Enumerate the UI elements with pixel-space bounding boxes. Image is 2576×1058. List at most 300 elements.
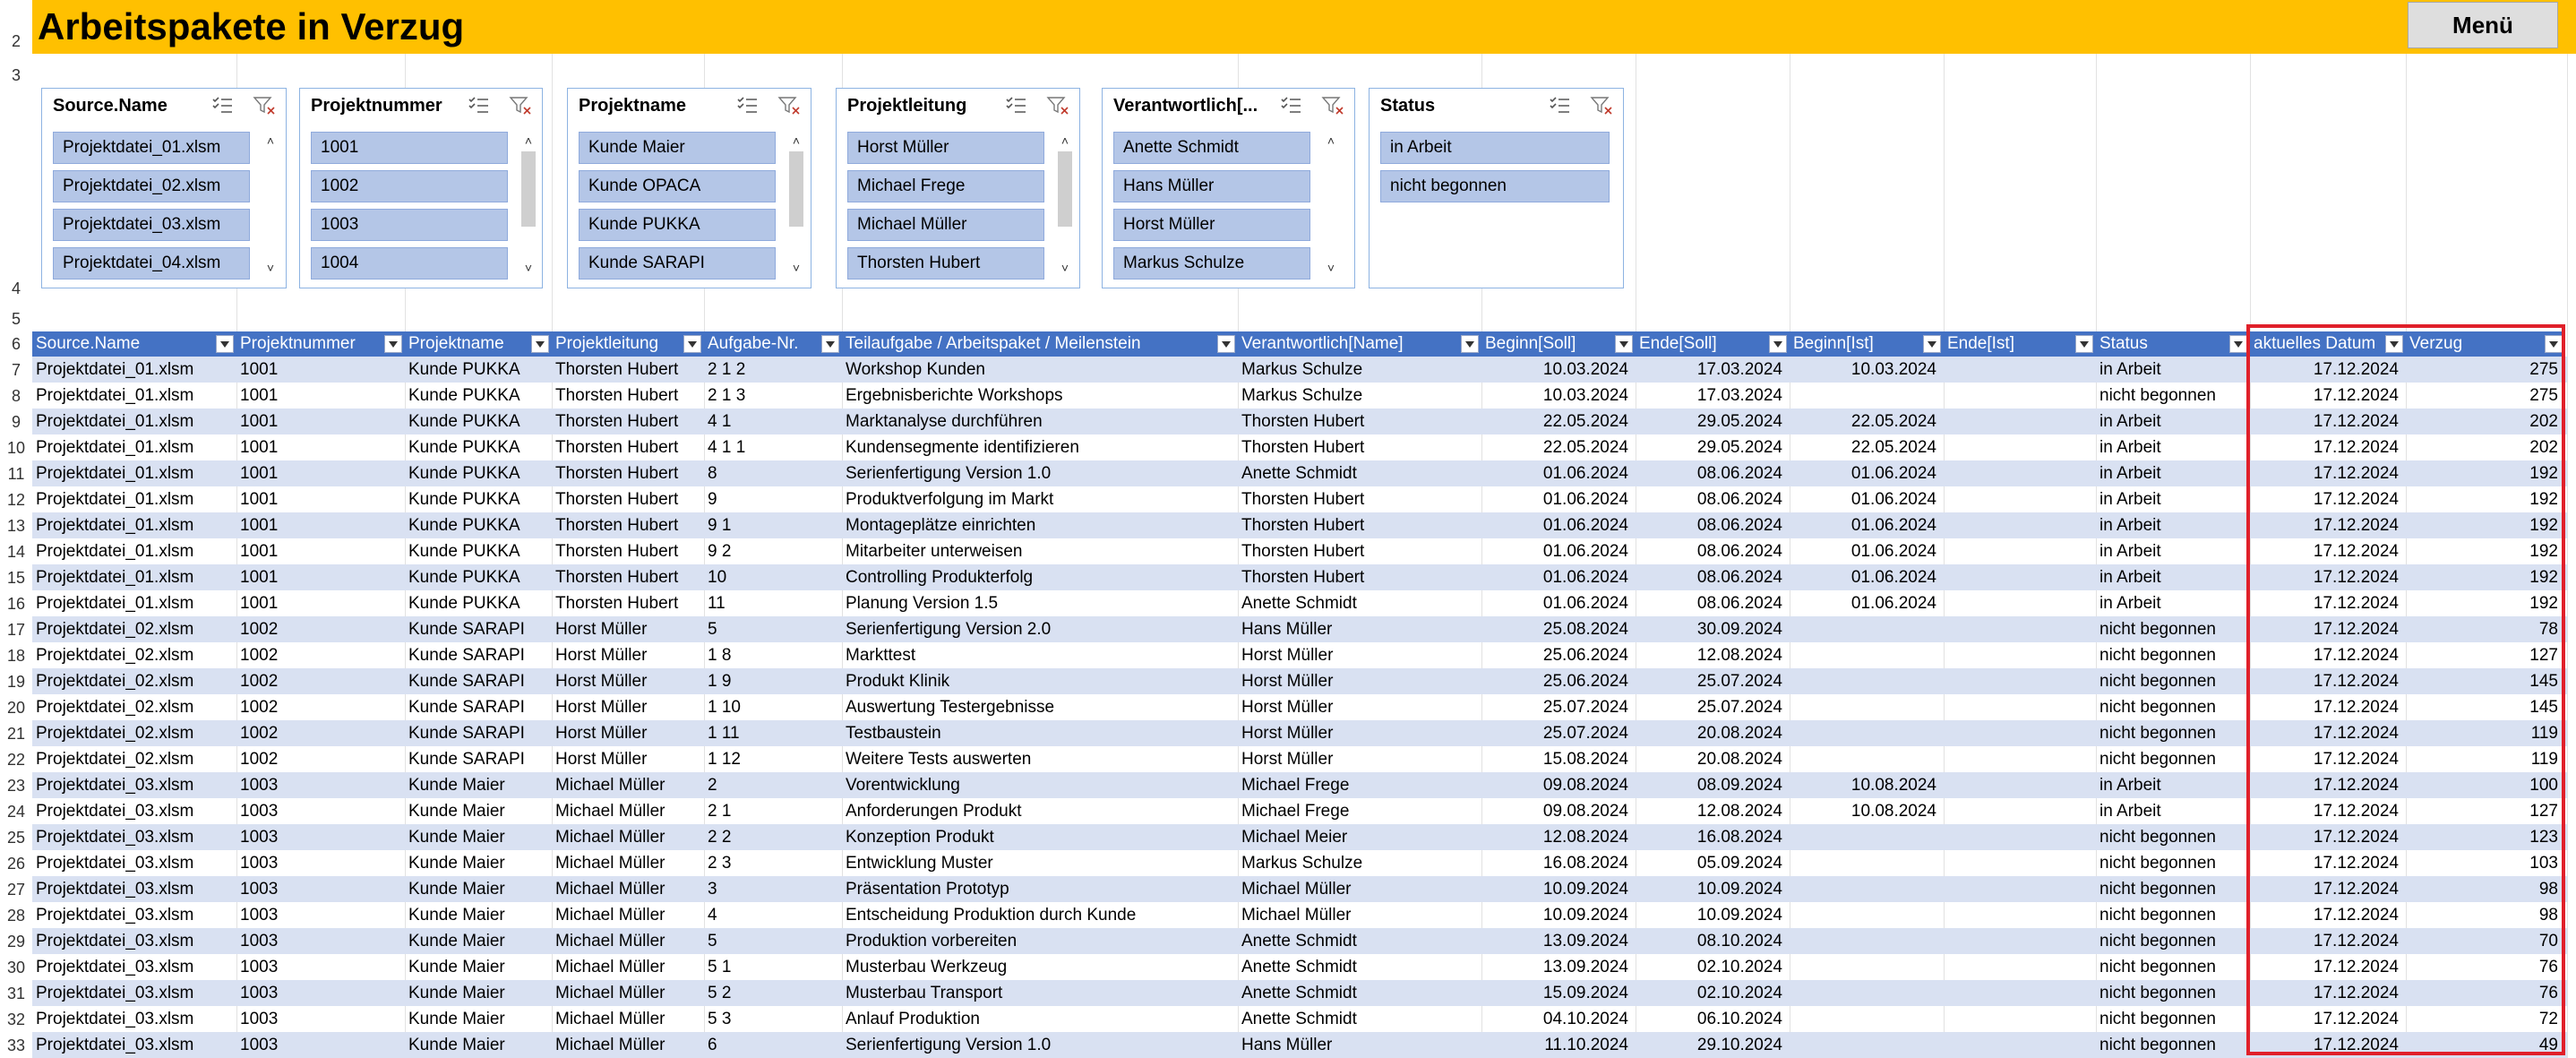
table-cell[interactable]: Projektdatei_01.xlsm: [36, 464, 194, 483]
slicer-item[interactable]: Hans Müller: [1113, 170, 1310, 202]
table-cell[interactable]: in Arbeit: [2099, 490, 2161, 509]
table-cell[interactable]: Kunde SARAPI: [408, 750, 525, 769]
clear-filter-icon[interactable]: [252, 94, 277, 117]
row-number[interactable]: 26: [6, 855, 26, 873]
table-cell[interactable]: 17.12.2024: [2313, 984, 2399, 1002]
table-cell[interactable]: Kunde PUKKA: [408, 542, 520, 561]
filter-dropdown-icon[interactable]: [2385, 335, 2403, 353]
table-cell[interactable]: Projektdatei_02.xlsm: [36, 646, 194, 665]
clear-filter-icon[interactable]: [1045, 94, 1070, 117]
filter-dropdown-icon[interactable]: [1615, 335, 1633, 353]
table-cell[interactable]: [1944, 720, 2096, 746]
table-cell[interactable]: 5 3: [708, 1010, 732, 1028]
table-cell[interactable]: 08.09.2024: [1696, 776, 1782, 795]
table-cell[interactable]: 01.06.2024: [1542, 542, 1628, 561]
table-cell[interactable]: Thorsten Hubert: [555, 438, 679, 457]
table-cell[interactable]: Projektdatei_01.xlsm: [36, 360, 194, 379]
table-cell[interactable]: [1790, 616, 1944, 642]
table-cell[interactable]: 05.09.2024: [1696, 854, 1782, 873]
table-cell[interactable]: 1003: [240, 906, 279, 925]
table-cell[interactable]: 1001: [240, 464, 279, 483]
table-cell[interactable]: 1003: [240, 776, 279, 795]
table-cell[interactable]: [1944, 642, 2096, 668]
table-cell[interactable]: 10.09.2024: [1542, 880, 1628, 899]
table-cell[interactable]: Entwicklung Muster: [846, 854, 993, 873]
table-cell[interactable]: 06.10.2024: [1696, 1010, 1782, 1028]
table-cell[interactable]: 17.12.2024: [2313, 620, 2399, 639]
slicer-item[interactable]: nicht begonnen: [1380, 170, 1610, 202]
table-cell[interactable]: 22.05.2024: [1542, 412, 1628, 431]
table-cell[interactable]: [1790, 1032, 1944, 1058]
table-cell[interactable]: 5 1: [708, 958, 732, 976]
table-cell[interactable]: Kunde Maier: [408, 1036, 505, 1054]
table-cell[interactable]: [1944, 357, 2096, 383]
column-header[interactable]: [1790, 331, 1944, 357]
table-cell[interactable]: 1003: [240, 958, 279, 976]
table-cell[interactable]: 11: [708, 594, 726, 613]
table-cell[interactable]: 17.12.2024: [2313, 776, 2399, 795]
table-cell[interactable]: Musterbau Werkzeug: [846, 958, 1008, 976]
table-cell[interactable]: Projektdatei_03.xlsm: [36, 828, 194, 847]
table-cell[interactable]: Horst Müller: [1241, 750, 1334, 769]
table-cell[interactable]: 30.09.2024: [1696, 620, 1782, 639]
table-cell[interactable]: [1944, 409, 2096, 434]
table-cell[interactable]: nicht begonnen: [2099, 1036, 2216, 1054]
row-number[interactable]: 33: [6, 1036, 26, 1054]
filter-dropdown-icon[interactable]: [2545, 335, 2563, 353]
table-cell[interactable]: Horst Müller: [1241, 724, 1334, 743]
slicer-item[interactable]: Projektdatei_03.xlsm: [53, 209, 250, 241]
table-cell[interactable]: [1944, 694, 2096, 720]
row-number[interactable]: 12: [6, 491, 26, 509]
filter-dropdown-icon[interactable]: [1769, 335, 1787, 353]
table-cell[interactable]: Projektdatei_01.xlsm: [36, 386, 194, 405]
table-cell[interactable]: Projektdatei_03.xlsm: [36, 776, 194, 795]
table-cell[interactable]: 09.08.2024: [1542, 776, 1628, 795]
table-cell[interactable]: 01.06.2024: [1850, 542, 1936, 561]
table-cell[interactable]: 17.12.2024: [2313, 854, 2399, 873]
table-cell[interactable]: 10.09.2024: [1696, 880, 1782, 899]
multi-select-icon[interactable]: [467, 94, 492, 117]
table-cell[interactable]: Horst Müller: [555, 750, 648, 769]
filter-dropdown-icon[interactable]: [384, 335, 402, 353]
table-cell[interactable]: in Arbeit: [2099, 776, 2161, 795]
table-cell[interactable]: Projektdatei_03.xlsm: [36, 854, 194, 873]
row-number[interactable]: 27: [6, 881, 26, 899]
table-cell[interactable]: Serienfertigung Version 1.0: [846, 1036, 1052, 1054]
table-cell[interactable]: 127: [2529, 646, 2558, 665]
column-header[interactable]: [405, 331, 552, 357]
table-cell[interactable]: 4 1 1: [708, 438, 746, 457]
table-cell[interactable]: 08.06.2024: [1696, 594, 1782, 613]
row-number[interactable]: 4: [11, 280, 21, 297]
table-cell[interactable]: 2 1: [708, 802, 732, 821]
table-cell[interactable]: Kunde PUKKA: [408, 412, 520, 431]
table-cell[interactable]: 25.06.2024: [1542, 646, 1628, 665]
table-cell[interactable]: 1 10: [708, 698, 741, 717]
table-cell[interactable]: 123: [2529, 828, 2558, 847]
table-cell[interactable]: 04.10.2024: [1542, 1010, 1628, 1028]
table-cell[interactable]: 29.05.2024: [1696, 412, 1782, 431]
table-cell[interactable]: 1001: [240, 412, 279, 431]
table-cell[interactable]: Projektdatei_03.xlsm: [36, 958, 194, 976]
table-cell[interactable]: nicht begonnen: [2099, 646, 2216, 665]
table-cell[interactable]: 2 1 2: [708, 360, 746, 379]
table-cell[interactable]: Produktverfolgung im Markt: [846, 490, 1054, 509]
table-cell[interactable]: [1790, 668, 1944, 694]
table-cell[interactable]: 1001: [240, 386, 279, 405]
table-cell[interactable]: [1944, 980, 2096, 1006]
table-cell[interactable]: Kunde Maier: [408, 802, 505, 821]
table-cell[interactable]: nicht begonnen: [2099, 854, 2216, 873]
row-number[interactable]: 22: [6, 751, 26, 769]
table-cell[interactable]: nicht begonnen: [2099, 984, 2216, 1002]
table-cell[interactable]: 17.12.2024: [2313, 880, 2399, 899]
table-cell[interactable]: 192: [2529, 464, 2558, 483]
scroll-up-icon[interactable]: ˄: [524, 133, 533, 148]
table-cell[interactable]: Anette Schmidt: [1241, 464, 1357, 483]
table-cell[interactable]: 25.07.2024: [1542, 724, 1628, 743]
table-cell[interactable]: 17.12.2024: [2313, 724, 2399, 743]
table-cell[interactable]: 09.08.2024: [1542, 802, 1628, 821]
row-number[interactable]: 29: [6, 933, 26, 950]
table-cell[interactable]: 22.05.2024: [1850, 438, 1936, 457]
table-cell[interactable]: 127: [2529, 802, 2558, 821]
slicer-item[interactable]: Horst Müller: [847, 132, 1044, 164]
table-cell[interactable]: in Arbeit: [2099, 464, 2161, 483]
table-cell[interactable]: Michael Müller: [1241, 880, 1352, 899]
table-cell[interactable]: [1790, 720, 1944, 746]
table-cell[interactable]: 1001: [240, 438, 279, 457]
table-cell[interactable]: 12.08.2024: [1696, 646, 1782, 665]
slicer-item[interactable]: Horst Müller: [1113, 209, 1310, 241]
column-header[interactable]: [704, 331, 842, 357]
table-cell[interactable]: 01.06.2024: [1542, 594, 1628, 613]
table-cell[interactable]: 1001: [240, 542, 279, 561]
table-cell[interactable]: [1790, 383, 1944, 409]
table-cell[interactable]: 25.07.2024: [1542, 698, 1628, 717]
table-cell[interactable]: 22.05.2024: [1542, 438, 1628, 457]
table-cell[interactable]: 17.12.2024: [2313, 802, 2399, 821]
table-cell[interactable]: 10.09.2024: [1696, 906, 1782, 925]
row-number[interactable]: 8: [11, 387, 21, 405]
slicer-item[interactable]: Anette Schmidt: [1113, 132, 1310, 164]
row-number[interactable]: 31: [6, 985, 26, 1002]
table-cell[interactable]: Planung Version 1.5: [846, 594, 999, 613]
table-cell[interactable]: 275: [2529, 360, 2558, 379]
table-cell[interactable]: in Arbeit: [2099, 360, 2161, 379]
table-cell[interactable]: Michael Müller: [555, 880, 665, 899]
row-number[interactable]: 10: [6, 439, 26, 457]
table-cell[interactable]: 01.06.2024: [1850, 464, 1936, 483]
table-cell[interactable]: 25.06.2024: [1542, 672, 1628, 691]
table-cell[interactable]: [1944, 824, 2096, 850]
table-cell[interactable]: 17.12.2024: [2313, 672, 2399, 691]
clear-filter-icon[interactable]: [1320, 94, 1345, 117]
table-cell[interactable]: in Arbeit: [2099, 594, 2161, 613]
table-cell[interactable]: 02.10.2024: [1696, 958, 1782, 976]
table-cell[interactable]: Testbaustein: [846, 724, 941, 743]
table-cell[interactable]: Anette Schmidt: [1241, 984, 1357, 1002]
table-cell[interactable]: 192: [2529, 542, 2558, 561]
table-cell[interactable]: 49: [2538, 1036, 2558, 1054]
multi-select-icon[interactable]: [1279, 94, 1304, 117]
slicer-item[interactable]: Thorsten Hubert: [847, 247, 1044, 280]
table-cell[interactable]: 2: [708, 776, 717, 795]
row-number[interactable]: 19: [6, 673, 26, 691]
slicer-item[interactable]: Michael Müller: [847, 209, 1044, 241]
slicer-scrollbar[interactable]: [259, 132, 282, 277]
slicer-item[interactable]: 1001: [311, 132, 508, 164]
table-cell[interactable]: Anette Schmidt: [1241, 958, 1357, 976]
multi-select-icon[interactable]: [735, 94, 760, 117]
table-cell[interactable]: Controlling Produkterfolg: [846, 568, 1034, 587]
table-cell[interactable]: nicht begonnen: [2099, 620, 2216, 639]
table-cell[interactable]: Kundensegmente identifizieren: [846, 438, 1079, 457]
table-cell[interactable]: Thorsten Hubert: [555, 594, 679, 613]
table-cell[interactable]: Projektdatei_02.xlsm: [36, 698, 194, 717]
table-cell[interactable]: Thorsten Hubert: [555, 464, 679, 483]
table-cell[interactable]: 17.12.2024: [2313, 958, 2399, 976]
table-cell[interactable]: [1944, 902, 2096, 928]
table-cell[interactable]: 17.12.2024: [2313, 490, 2399, 509]
row-number[interactable]: 11: [7, 465, 25, 483]
table-cell[interactable]: Michael Müller: [555, 906, 665, 925]
table-cell[interactable]: Projektdatei_01.xlsm: [36, 594, 194, 613]
table-cell[interactable]: 119: [2530, 750, 2558, 769]
scroll-down-icon[interactable]: ˅: [792, 261, 801, 275]
table-cell[interactable]: 01.06.2024: [1542, 568, 1628, 587]
table-cell[interactable]: Thorsten Hubert: [1241, 516, 1365, 535]
table-cell[interactable]: Projektdatei_01.xlsm: [36, 568, 194, 587]
slicer-scrollbar[interactable]: [1053, 132, 1077, 277]
table-cell[interactable]: 1 9: [708, 672, 732, 691]
table-cell[interactable]: [1790, 642, 1944, 668]
table-cell[interactable]: 17.12.2024: [2313, 412, 2399, 431]
table-cell[interactable]: 119: [2530, 724, 2558, 743]
slicer-item[interactable]: 1002: [311, 170, 508, 202]
slicer-item[interactable]: Kunde PUKKA: [579, 209, 776, 241]
table-cell[interactable]: Projektdatei_01.xlsm: [36, 412, 194, 431]
table-cell[interactable]: 1001: [240, 568, 279, 587]
clear-filter-icon[interactable]: [508, 94, 533, 117]
table-cell[interactable]: 08.06.2024: [1696, 542, 1782, 561]
table-cell[interactable]: 16.08.2024: [1542, 854, 1628, 873]
table-cell[interactable]: Auswertung Testergebnisse: [846, 698, 1055, 717]
filter-dropdown-icon[interactable]: [683, 335, 701, 353]
table-cell[interactable]: Horst Müller: [1241, 646, 1334, 665]
row-number[interactable]: 2: [11, 32, 21, 50]
row-number[interactable]: 23: [6, 777, 26, 795]
table-cell[interactable]: nicht begonnen: [2099, 750, 2216, 769]
row-number[interactable]: 13: [6, 517, 26, 535]
scroll-thumb[interactable]: [789, 151, 803, 227]
table-cell[interactable]: Horst Müller: [555, 672, 648, 691]
table-cell[interactable]: Horst Müller: [1241, 672, 1334, 691]
table-cell[interactable]: 17.03.2024: [1696, 386, 1782, 405]
row-number[interactable]: 32: [6, 1011, 26, 1028]
table-cell[interactable]: Thorsten Hubert: [1241, 438, 1365, 457]
filter-dropdown-icon[interactable]: [1461, 335, 1479, 353]
table-cell[interactable]: Thorsten Hubert: [555, 412, 679, 431]
table-cell[interactable]: Projektdatei_03.xlsm: [36, 880, 194, 899]
table-cell[interactable]: nicht begonnen: [2099, 906, 2216, 925]
row-number[interactable]: 9: [11, 413, 21, 431]
table-cell[interactable]: [1944, 590, 2096, 616]
table-cell[interactable]: 1003: [240, 1036, 279, 1054]
table-cell[interactable]: Kunde SARAPI: [408, 672, 525, 691]
slicer-scrollbar[interactable]: [785, 132, 808, 277]
table-cell[interactable]: Michael Frege: [1241, 776, 1350, 795]
table-cell[interactable]: Markus Schulze: [1241, 386, 1363, 405]
table-cell[interactable]: Kunde PUKKA: [408, 386, 520, 405]
table-cell[interactable]: Kunde PUKKA: [408, 568, 520, 587]
table-cell[interactable]: Kunde Maier: [408, 906, 505, 925]
table-cell[interactable]: Thorsten Hubert: [555, 568, 679, 587]
table-cell[interactable]: 17.12.2024: [2313, 1036, 2399, 1054]
table-cell[interactable]: 25.07.2024: [1696, 698, 1782, 717]
table-cell[interactable]: [1790, 694, 1944, 720]
table-cell[interactable]: Konzeption Produkt: [846, 828, 994, 847]
table-cell[interactable]: in Arbeit: [2099, 802, 2161, 821]
table-cell[interactable]: 25.08.2024: [1542, 620, 1628, 639]
table-cell[interactable]: Markus Schulze: [1241, 854, 1363, 873]
table-cell[interactable]: [1944, 746, 2096, 772]
table-cell[interactable]: Michael Müller: [555, 776, 665, 795]
row-number[interactable]: 25: [6, 829, 26, 847]
table-cell[interactable]: 17.12.2024: [2313, 750, 2399, 769]
table-cell[interactable]: Projektdatei_03.xlsm: [36, 802, 194, 821]
table-cell[interactable]: [1944, 954, 2096, 980]
table-cell[interactable]: 76: [2538, 958, 2558, 976]
table-cell[interactable]: 9 1: [708, 516, 732, 535]
table-cell[interactable]: Entscheidung Produktion durch Kunde: [846, 906, 1137, 925]
scroll-down-icon[interactable]: ˅: [1327, 261, 1335, 275]
table-cell[interactable]: Thorsten Hubert: [555, 516, 679, 535]
table-cell[interactable]: Kunde PUKKA: [408, 360, 520, 379]
table-cell[interactable]: 192: [2529, 516, 2558, 535]
table-cell[interactable]: 98: [2538, 906, 2558, 925]
table-cell[interactable]: 17.12.2024: [2313, 698, 2399, 717]
table-cell[interactable]: Kunde Maier: [408, 776, 505, 795]
table-cell[interactable]: [1790, 746, 1944, 772]
table-cell[interactable]: 1003: [240, 932, 279, 950]
table-cell[interactable]: nicht begonnen: [2099, 724, 2216, 743]
row-number[interactable]: 16: [6, 595, 26, 613]
table-cell[interactable]: 20.08.2024: [1696, 750, 1782, 769]
table-cell[interactable]: [1944, 1032, 2096, 1058]
table-cell[interactable]: [1790, 850, 1944, 876]
table-cell[interactable]: 3: [708, 880, 717, 899]
table-cell[interactable]: [1790, 902, 1944, 928]
table-cell[interactable]: 01.06.2024: [1542, 464, 1628, 483]
table-cell[interactable]: 10.03.2024: [1850, 360, 1936, 379]
table-cell[interactable]: Projektdatei_03.xlsm: [36, 906, 194, 925]
table-cell[interactable]: Thorsten Hubert: [1241, 568, 1365, 587]
table-cell[interactable]: 01.06.2024: [1850, 490, 1936, 509]
row-number[interactable]: 30: [6, 959, 26, 976]
table-cell[interactable]: 08.06.2024: [1696, 516, 1782, 535]
column-header[interactable]: [2406, 331, 2565, 357]
table-cell[interactable]: 17.12.2024: [2313, 516, 2399, 535]
table-cell[interactable]: 6: [708, 1036, 717, 1054]
table-cell[interactable]: Vorentwicklung: [846, 776, 960, 795]
table-cell[interactable]: Michael Frege: [1241, 802, 1350, 821]
table-cell[interactable]: Thorsten Hubert: [555, 360, 679, 379]
table-cell[interactable]: 5: [708, 932, 717, 950]
scroll-up-icon[interactable]: ˄: [266, 133, 275, 148]
table-cell[interactable]: Projektdatei_02.xlsm: [36, 672, 194, 691]
table-cell[interactable]: Musterbau Transport: [846, 984, 1003, 1002]
table-cell[interactable]: 202: [2529, 412, 2558, 431]
table-cell[interactable]: nicht begonnen: [2099, 932, 2216, 950]
table-cell[interactable]: 1001: [240, 594, 279, 613]
row-number[interactable]: 3: [11, 66, 21, 84]
table-cell[interactable]: 15.09.2024: [1542, 984, 1628, 1002]
table-cell[interactable]: 1 8: [708, 646, 732, 665]
table-cell[interactable]: Kunde PUKKA: [408, 438, 520, 457]
table-cell[interactable]: Kunde Maier: [408, 984, 505, 1002]
table-cell[interactable]: [1790, 980, 1944, 1006]
table-cell[interactable]: Anette Schmidt: [1241, 932, 1357, 950]
table-cell[interactable]: in Arbeit: [2099, 516, 2161, 535]
table-cell[interactable]: 1001: [240, 516, 279, 535]
table-cell[interactable]: 5: [708, 620, 717, 639]
table-cell[interactable]: Michael Müller: [555, 1036, 665, 1054]
table-cell[interactable]: 08.06.2024: [1696, 490, 1782, 509]
table-cell[interactable]: 10.08.2024: [1850, 776, 1936, 795]
table-cell[interactable]: Kunde Maier: [408, 932, 505, 950]
slicer-item[interactable]: 1004: [311, 247, 508, 280]
table-cell[interactable]: 275: [2529, 386, 2558, 405]
table-cell[interactable]: Thorsten Hubert: [555, 386, 679, 405]
slicer-item[interactable]: Projektdatei_02.xlsm: [53, 170, 250, 202]
table-cell[interactable]: 4: [708, 906, 717, 925]
table-cell[interactable]: 4 1: [708, 412, 732, 431]
column-header[interactable]: [236, 331, 405, 357]
column-header[interactable]: [32, 331, 236, 357]
filter-dropdown-icon[interactable]: [216, 335, 234, 353]
table-cell[interactable]: nicht begonnen: [2099, 828, 2216, 847]
table-cell[interactable]: Kunde PUKKA: [408, 490, 520, 509]
slicer-item[interactable]: in Arbeit: [1380, 132, 1610, 164]
table-cell[interactable]: Hans Müller: [1241, 1036, 1333, 1054]
table-cell[interactable]: 25.07.2024: [1696, 672, 1782, 691]
scroll-up-icon[interactable]: ˄: [792, 133, 801, 148]
table-cell[interactable]: Produkt Klinik: [846, 672, 950, 691]
table-cell[interactable]: [1790, 928, 1944, 954]
table-cell[interactable]: 1003: [240, 828, 279, 847]
table-cell[interactable]: 13.09.2024: [1542, 958, 1628, 976]
table-cell[interactable]: Thorsten Hubert: [1241, 542, 1365, 561]
table-cell[interactable]: 11.10.2024: [1544, 1036, 1628, 1054]
row-number[interactable]: 28: [6, 907, 26, 925]
table-cell[interactable]: [1790, 824, 1944, 850]
column-header[interactable]: [1238, 331, 1481, 357]
table-cell[interactable]: Hans Müller: [1241, 620, 1333, 639]
table-cell[interactable]: Michael Müller: [555, 828, 665, 847]
filter-dropdown-icon[interactable]: [821, 335, 839, 353]
table-cell[interactable]: 78: [2538, 620, 2558, 639]
table-cell[interactable]: 15.08.2024: [1542, 750, 1628, 769]
table-cell[interactable]: 01.06.2024: [1850, 568, 1936, 587]
table-cell[interactable]: 98: [2538, 880, 2558, 899]
table-cell[interactable]: 2 2: [708, 828, 732, 847]
table-cell[interactable]: 100: [2529, 776, 2558, 795]
table-cell[interactable]: Thorsten Hubert: [555, 490, 679, 509]
table-cell[interactable]: Kunde PUKKA: [408, 594, 520, 613]
table-cell[interactable]: 17.12.2024: [2313, 438, 2399, 457]
